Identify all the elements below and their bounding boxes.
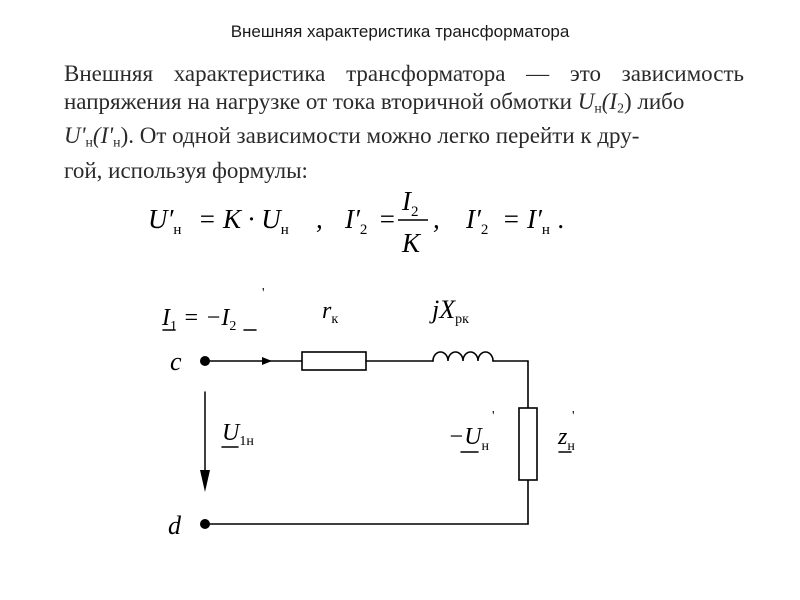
current-label: $I_1 = -I_2$ xyxy=(162,305,237,334)
node-d-label: d xyxy=(168,511,181,540)
formula-3-rhs: = $I'_н$ xyxy=(502,204,550,238)
equivalent-circuit xyxy=(0,270,800,600)
load-voltage-label: $-U_н$ xyxy=(448,424,490,454)
load-impedance xyxy=(519,408,537,480)
node-d-terminal xyxy=(200,519,210,529)
formula-1-rhs: = $K \cdot U_н$ xyxy=(198,204,289,238)
resistor-label: $r_к$ xyxy=(322,298,339,327)
formula-2-lhs: $I'_2$ xyxy=(345,204,368,238)
slide-title: Внешняя характеристика трансформатора xyxy=(230,22,570,41)
paragraph-line-3: $U'_н(I'_н)$. От одной зависимости можно легко перейти к дру- xyxy=(64,123,640,150)
conversion-formulas xyxy=(140,188,660,268)
current-prime: ' xyxy=(262,286,265,301)
node-c-terminal xyxy=(200,356,210,366)
formula-3-end: . xyxy=(558,204,565,234)
paragraph-line-4: гой, используя формулы: xyxy=(64,157,308,183)
node-c-label: c xyxy=(170,347,182,376)
formula-2-denominator: K xyxy=(402,228,421,258)
load-prime: ' xyxy=(572,409,575,424)
inductor-label: jXрк xyxy=(432,295,469,327)
formula-1-lhs: $U'_н$ xyxy=(148,204,182,238)
voltage-label: $U_{1н}$ xyxy=(222,420,254,449)
definition-paragraph xyxy=(64,60,744,185)
formula-separator-2: , xyxy=(433,204,440,234)
formula-3-lhs: $I'_2$ xyxy=(466,204,489,238)
formula-separator-1: , xyxy=(316,204,323,234)
inductor-coil xyxy=(433,352,493,361)
resistor-rk xyxy=(302,352,366,370)
load-voltage-prime: ' xyxy=(492,409,495,424)
formula-2-eq: = xyxy=(378,204,397,234)
voltage-arrow-head xyxy=(200,470,210,492)
formula-2-numerator: $I_2$ xyxy=(402,188,419,220)
paragraph-line-1: Внешняя характеристика трансформатора — это зависимость xyxy=(64,61,744,86)
paragraph-line-2: напряжения на нагрузке от тока вторичной обмотки $U_н(I_2)$ либо xyxy=(64,89,685,116)
load-label: $z_н$ xyxy=(558,424,575,454)
current-arrow xyxy=(262,357,272,365)
